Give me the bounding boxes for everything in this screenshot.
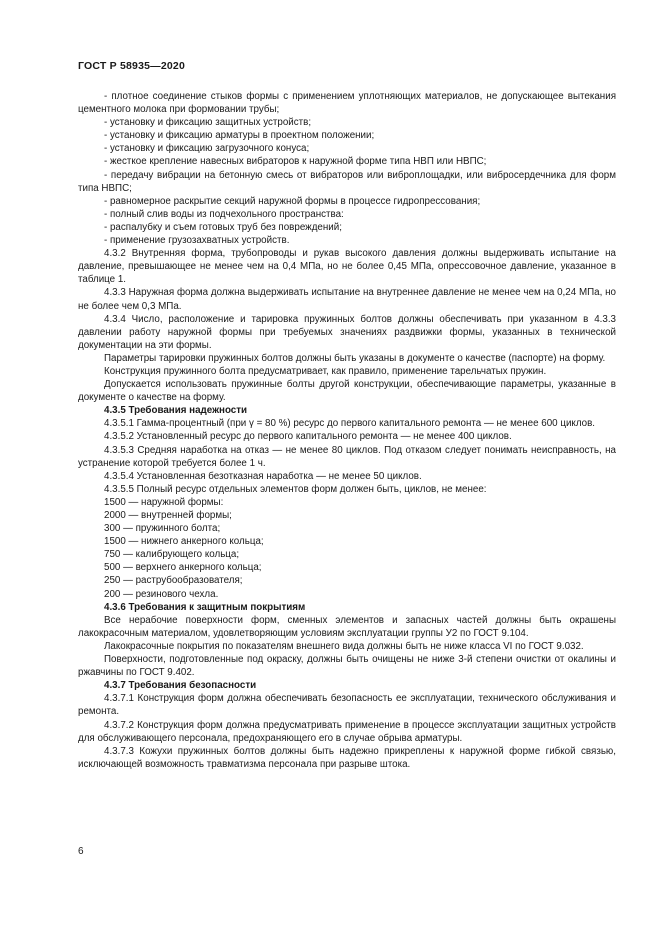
paragraph: 250 — раструбообразователя; xyxy=(104,575,243,587)
paragraph: 4.3.5.1 Гамма-процентный (при γ = 80 %) ресурс до первого капитального ремонта — не менее 600 циклов. xyxy=(104,418,596,430)
paragraph: Все нерабочие поверхности форм, сменных элементов и запасных частей должны быть окрашены лакокрасочным материалом, удовлетворяющим условиям эксплуатации группы У2 по ГОСТ 9.104. xyxy=(78,614,616,639)
paragraph: Конструкция пружинного болта предусматривает, как правило, применение тарельчатых пружин. xyxy=(104,365,547,377)
paragraph: - плотное соединение стыков формы с применением уплотняющих материалов, не допускающее вытекания цементного молока при формовании трубы; xyxy=(78,91,616,116)
section-heading: 4.3.6 Требования к защитным покрытиям xyxy=(104,601,306,613)
paragraph: - передачу вибрации на бетонную смесь от вибраторов или виброплощадки, или вибросердечника для форм типа НВПС; xyxy=(78,169,616,194)
section-heading: 4.3.5 Требования надежности xyxy=(104,405,248,417)
paragraph: Допускается использовать пружинные болты другой конструкции, обеспечивающие параметры, указанные в документе о качестве на форму. xyxy=(78,379,616,404)
paragraph: - жесткое крепление навесных вибраторов к наружной форме типа НВП или НВПС; xyxy=(104,156,487,168)
paragraph: 1500 — наружной формы: xyxy=(104,496,224,508)
section-heading: 4.3.7 Требования безопасности xyxy=(104,680,257,692)
document-body xyxy=(78,90,616,771)
paragraph: 200 — резинового чехла. xyxy=(104,588,219,600)
paragraph: 750 — калибрующего кольца; xyxy=(104,549,240,561)
paragraph: - установку и фиксацию защитных устройств; xyxy=(104,117,312,129)
paragraph: 4.3.5.2 Установленный ресурс до первого капитального ремонта — не менее 400 циклов. xyxy=(104,431,512,443)
paragraph: 300 — пружинного болта; xyxy=(104,523,221,535)
paragraph: 4.3.5.5 Полный ресурс отдельных элементов форм должен быть, циклов, не менее: xyxy=(104,483,487,495)
paragraph: 4.3.3 Наружная форма должна выдерживать испытание на внутреннее давление не менее чем на 0,24 МПа, но не более чем 0,3 МПа. xyxy=(78,287,616,312)
paragraph: - распалубку и съем готовых труб без повреждений; xyxy=(104,221,342,233)
page-number: 6 xyxy=(78,846,84,857)
paragraph: 4.3.4 Число, расположение и тарировка пружинных болтов должны обеспечивать при указанном в 4.3.3 давлении работу наружной формы при требуемых значениях раздвижки формы, указанных в технической документации на эти формы. xyxy=(78,313,616,351)
paragraph: 1500 — нижнего анкерного кольца; xyxy=(104,536,264,548)
document-code: ГОСТ Р 58935—2020 xyxy=(78,60,186,72)
paragraph: Параметры тарировки пружинных болтов должны быть указаны в документе о качестве (паспорте) на форму. xyxy=(104,352,606,364)
paragraph: 500 — верхнего анкерного кольца; xyxy=(104,562,262,574)
paragraph: 4.3.7.2 Конструкция форм должна предусматривать применение в процессе эксплуатации защитных устройств для обслуживающего персонала, предохраняющего его в случае обрыва арматуры. xyxy=(78,719,616,744)
paragraph: - установку и фиксацию арматуры в проектном положении; xyxy=(104,130,375,142)
paragraph: - равномерное раскрытие секций наружной формы в процессе гидропрессования; xyxy=(104,195,481,207)
paragraph: Лакокрасочные покрытия по показателям внешнего вида должны быть не ниже класса VI по ГОСТ 9.032. xyxy=(104,640,584,652)
paragraph: - применение грузозахватных устройств. xyxy=(104,235,290,247)
paragraph: 4.3.5.4 Установленная безотказная наработка — не менее 50 циклов. xyxy=(104,470,422,482)
paragraph: 4.3.2 Внутренняя форма, трубопроводы и рукав высокого давления должны выдерживать испытание на давление, превышающее не менее чем на 0,4 МПа, но не более 0,45 МПа, опрессовочное давление, указанное в таблице 1. xyxy=(78,248,616,286)
paragraph: 2000 — внутренней формы; xyxy=(104,510,232,521)
paragraph: - установку и фиксацию загрузочного конуса; xyxy=(104,143,310,155)
paragraph: 4.3.5.3 Средняя наработка на отказ — не менее 80 циклов. Под отказом следует понимать неисправность, на устранение которой требуется более 1 ч. xyxy=(78,444,616,469)
paragraph: - полный слив воды из подчехольного пространства: xyxy=(104,208,344,220)
paragraph: 4.3.7.3 Кожухи пружинных болтов должны быть надежно прикреплены к наружной форме гибкой связью, исключающей возможность травматизма персонала при разрыве штока. xyxy=(78,745,616,770)
paragraph: Поверхности, подготовленные под окраску, должны быть очищены не ниже 3-й степени очистки от окалины и ржавчины по ГОСТ 9.402. xyxy=(78,654,616,679)
paragraph: 4.3.7.1 Конструкция форм должна обеспечивать безопасность ее эксплуатации, технического обслуживания и ремонта. xyxy=(78,693,616,718)
